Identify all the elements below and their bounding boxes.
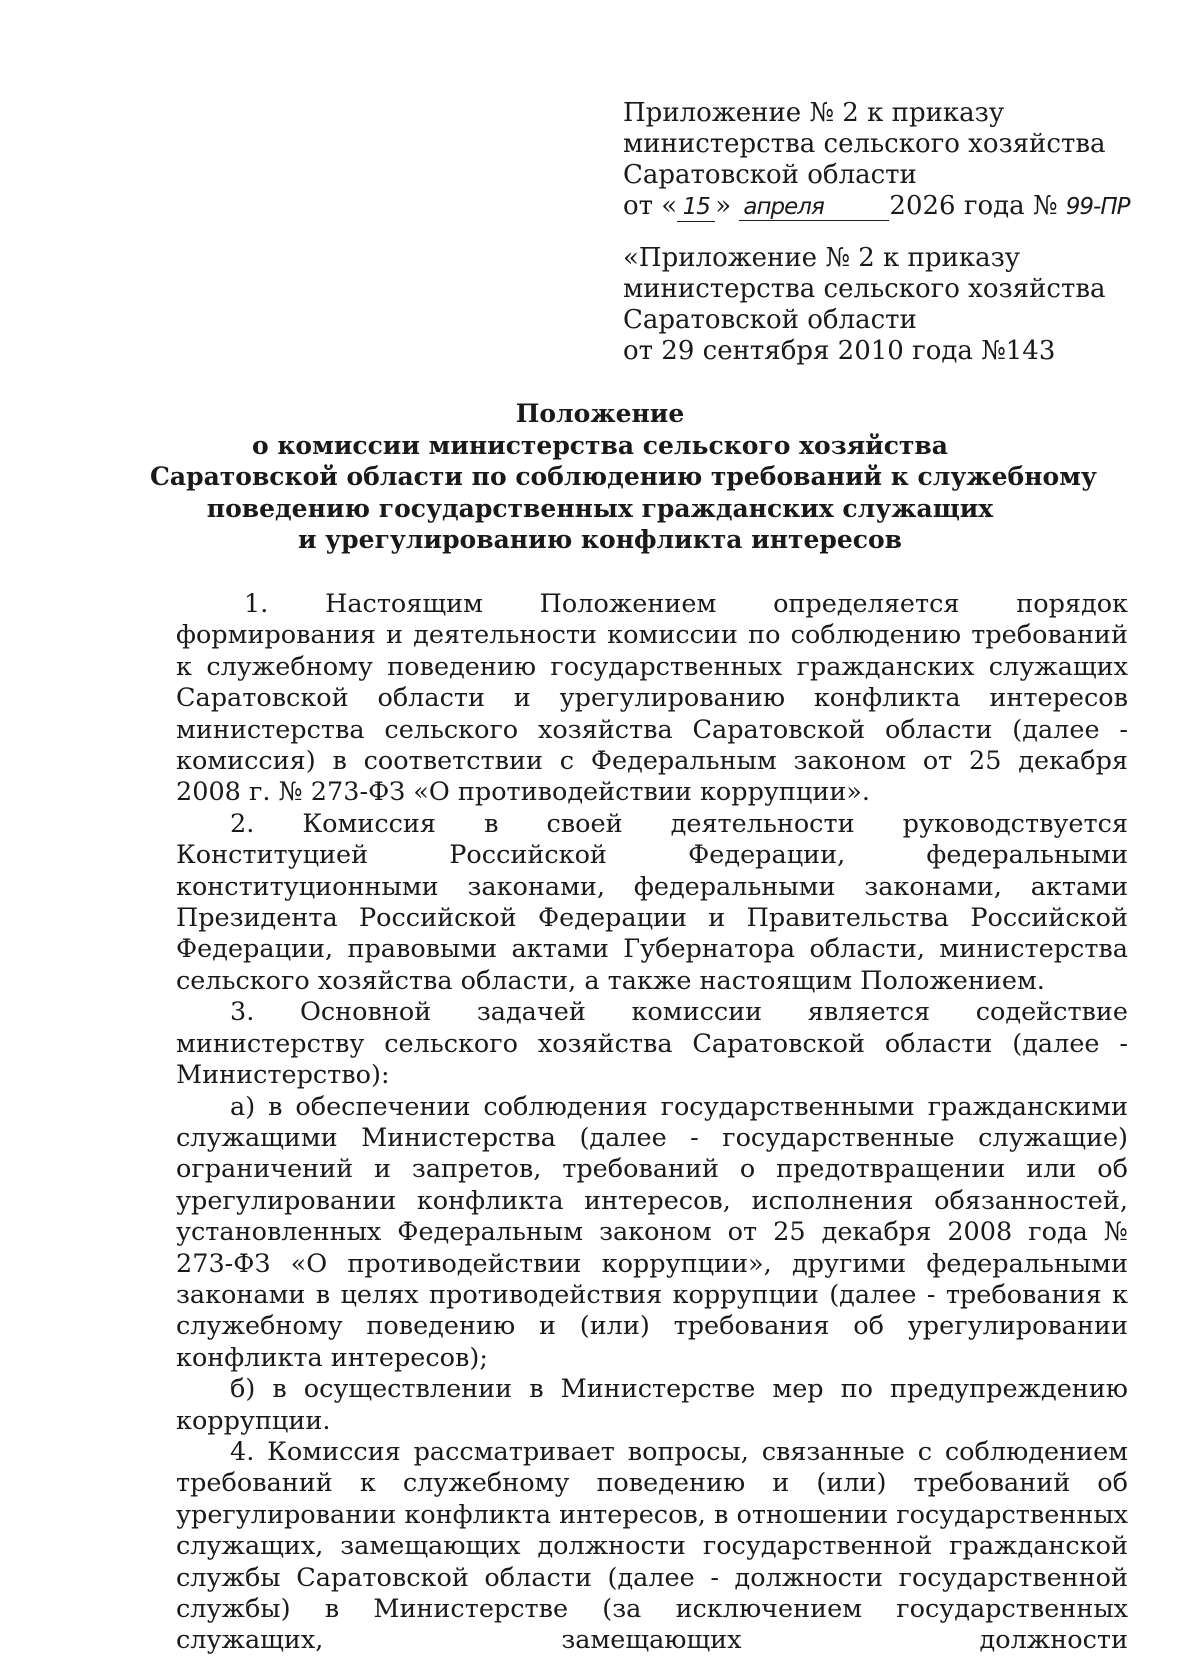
paragraph-3: 3. Основной задачей комиссии является содействие министерству сельского хозяйства Саратовской области (далее - Министерство):	[176, 997, 1128, 1091]
handwritten-day: 15	[677, 194, 715, 222]
title-line: поведению государственных гражданских служащих	[206, 493, 994, 523]
title-line: о комиссии министерства сельского хозяйства	[252, 430, 948, 460]
header-line: Саратовской области	[623, 160, 917, 190]
title-line: Положение	[515, 399, 685, 428]
handwritten-order-number: 99-ПР	[1065, 194, 1130, 220]
header-date-line	[623, 191, 1143, 222]
title-line: и урегулированию конфликта интересов	[297, 525, 903, 554]
appendix-header-original	[623, 243, 1143, 367]
header-line: министерства сельского хозяйства	[623, 274, 1106, 304]
paragraph-1: 1. Настоящим Положением определяется порядок формирования и деятельности комиссии по соблюдению требований к служебному поведению государственных гражданских служащих Саратовской области и урегулированию конфликта интересов министерства сельского хозяйства Саратовской области (далее - комиссия) в соответствии с Федеральным законом от 25 декабря 2008 г. № 273-ФЗ «О противодействии коррупции».	[176, 589, 1128, 808]
header-line: Саратовской области	[623, 305, 917, 335]
paragraph-2: 2. Комиссия в своей деятельности руководствуется Конституцией Российской Федерации, федеральными конституционными законами, федеральными законами, актами Президента Российской Федерации и Правительства Российской Федерации, правовыми актами Губернатора области, министерства сельского хозяйства области, а также настоящим Положением.	[176, 808, 1128, 996]
header-line: «Приложение № 2 к приказу	[623, 243, 1021, 273]
paragraph-3b: б) в осуществлении в Министерстве мер по предупреждению коррупции.	[176, 1374, 1128, 1436]
paragraph-3a: а) в обеспечении соблюдения государственными гражданскими служащими Министерства (далее - государственные служащие) ограничений и запретов, требований о предотвращении или об урегулировании конфликта интересов, исполнения обязанностей, установленных Федеральным законом от 25 декабря 2008 года № 273-ФЗ «О противодействии коррупции», другими федеральными законами в целях противодействия коррупции (далее - требования к служебному поведению и (или) требования об урегулировании конфликта интересов);	[176, 1091, 1128, 1373]
appendix-header-new	[623, 98, 1143, 222]
document-body	[176, 589, 1128, 1657]
document-title	[150, 398, 1097, 556]
title-line: Саратовской области по соблюдению требований к служебному	[150, 462, 1097, 491]
header-line: от 29 сентября 2010 года №143	[623, 336, 1056, 366]
year-text: 2026 года №	[889, 191, 1066, 221]
date-prefix: от «	[623, 191, 678, 221]
handwritten-month: апреля	[739, 194, 889, 221]
header-line: Приложение № 2 к приказу	[623, 98, 1005, 128]
header-line: министерства сельского хозяйства	[623, 129, 1106, 159]
paragraph-4: 4. Комиссия рассматривает вопросы, связанные с соблюдением требований к служебному поведению и (или) требований об урегулировании конфликта интересов, в отношении государственных служащих, замещающих должности государственной гражданской службы Саратовской области (далее - должности государственной службы) в Министерстве (за исключением государственных служащих, замещающих должности	[176, 1436, 1128, 1656]
date-quote: »	[715, 191, 732, 221]
